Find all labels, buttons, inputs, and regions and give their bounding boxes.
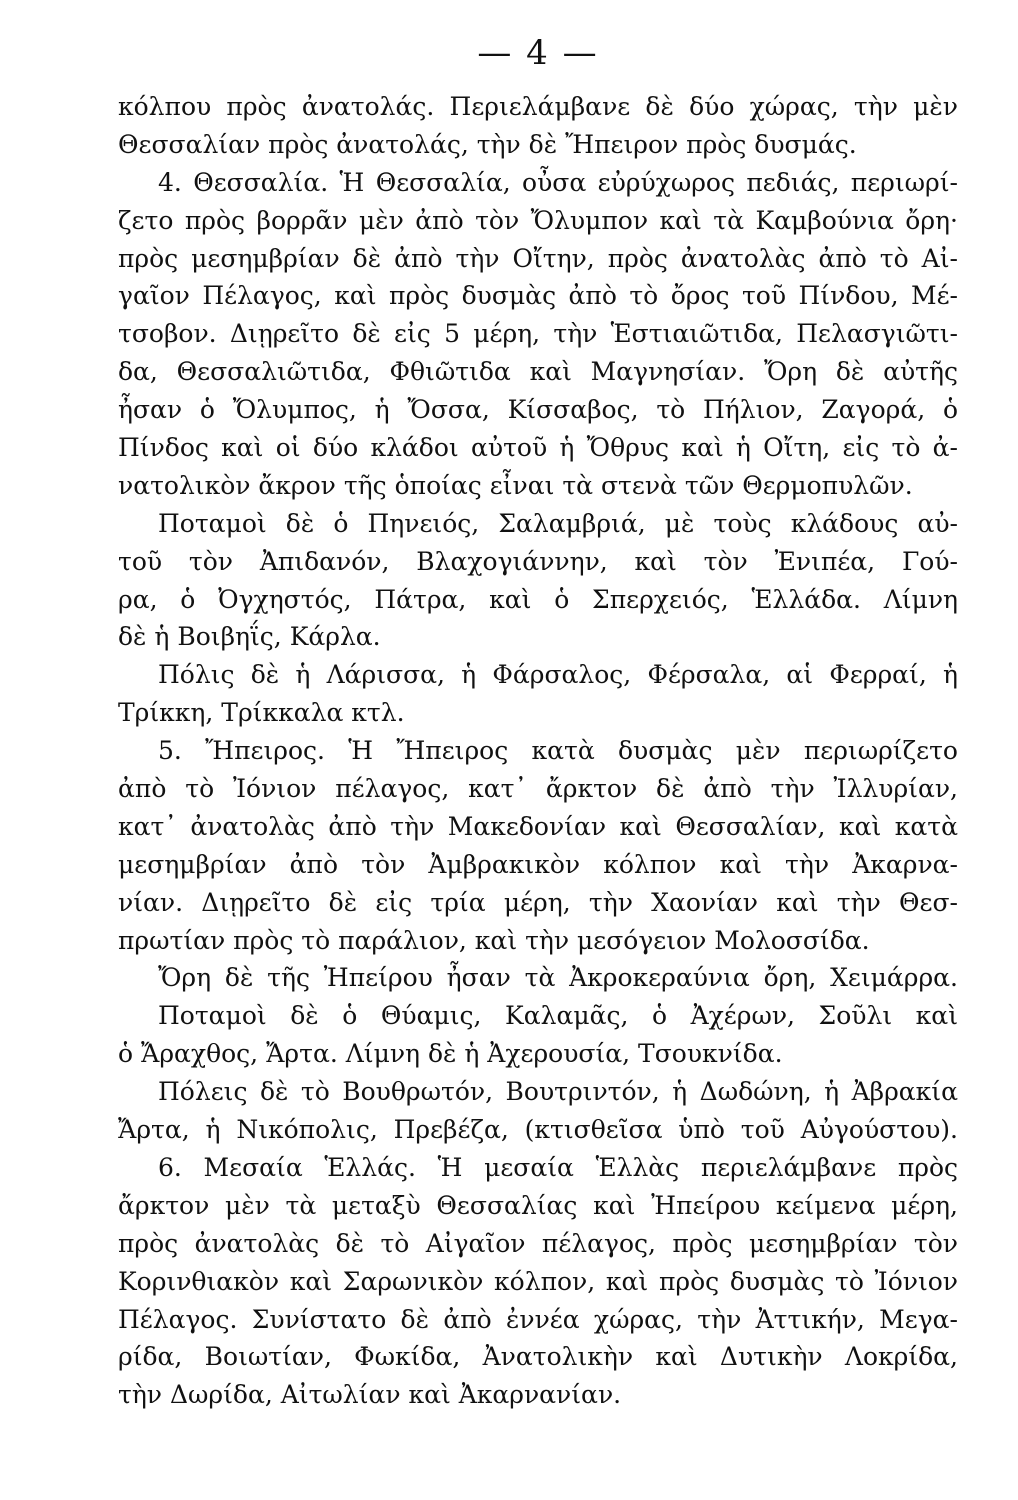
- text-line: τοῦ τὸν Ἀπιδανόν, Βλαχογιάννην, καὶ τὸν Ἐνιπέα, Γού-: [118, 546, 958, 576]
- text-line: μεσημβρίαν ἀπὸ τὸν Ἀμβρακικὸν κόλπον καὶ τὴν Ἀκαρνα-: [118, 849, 958, 879]
- text-line: ζετο πρὸς βορρᾶν μὲν ἀπὸ τὸν Ὄλυμπον καὶ τὰ Καμβούνια ὄρη·: [118, 205, 958, 235]
- text-line: Ποταμοὶ δὲ ὁ Πηνειός, Σαλαμβριά, μὲ τοὺς κλάδους αὐ-: [158, 508, 958, 538]
- text-line: δα, Θεσσαλιῶτιδα, Φθιῶτιδα καὶ Μαγνησίαν. Ὄρη δὲ αὐτῆς: [118, 357, 958, 387]
- text-line: Ἄρτα, ἡ Νικόπολις, Πρεβέζα, (κτισθεῖσα ὑπὸ τοῦ Αὐγούστου).: [118, 1115, 958, 1145]
- text-line: πρὸς ἀνατολὰς δὲ τὸ Αἰγαῖον πέλαγος, πρὸς μεσημβρίαν τὸν: [118, 1228, 958, 1258]
- text-line: 5. Ἤπειρος. Ἡ Ἤπειρος κατὰ δυσμὰς μὲν περιωρίζετο: [158, 736, 958, 766]
- text-line: Θεσσαλίαν πρὸς ἀνατολάς, τὴν δὲ Ἤπειρον πρὸς δυσμάς.: [118, 129, 857, 159]
- text-line: Πόλις δὲ ἡ Λάρισσα, ἡ Φάρσαλος, Φέρσαλα, αἱ Φερραί, ἡ: [158, 660, 958, 690]
- text-line: δὲ ἡ Βοιβηΐς, Κάρλα.: [118, 622, 381, 652]
- text-line: Ὄρη δὲ τῆς Ἠπείρου ἦσαν τὰ Ἀκροκεραύνια ὄρη, Χειμάρρα.: [158, 963, 958, 993]
- text-line: πρωτίαν πρὸς τὸ παράλιον, καὶ τὴν μεσόγειον Μολοσσίδα.: [118, 925, 870, 955]
- text-line: γαῖον Πέλαγος, καὶ πρὸς δυσμὰς ἀπὸ τὸ ὄρος τοῦ Πίνδου, Μέ-: [118, 281, 958, 311]
- book-page: [118, 28, 958, 1414]
- text-line: Πόλεις δὲ τὸ Βουθρωτόν, Βουτριντόν, ἡ Δωδώνη, ἡ Ἀβρακία: [158, 1077, 958, 1107]
- text-line: νατολικὸν ἄκρον τῆς ὁποίας εἶναι τὰ στενὰ τῶν Θερμοπυλῶν.: [118, 470, 913, 500]
- text-line: Ποταμοὶ δὲ ὁ Θύαμις, Καλαμᾶς, ὁ Ἀχέρων, Σοῦλι καὶ: [158, 1001, 958, 1031]
- text-line: ρα, ὁ Ὀγχηστός, Πάτρα, καὶ ὁ Σπερχειός, Ἑλλάδα. Λίμνη: [118, 584, 958, 614]
- text-line: Πέλαγος. Συνίστατο δὲ ἀπὸ ἐννέα χώρας, τὴν Ἀττικήν, Μεγα-: [118, 1304, 958, 1334]
- text-line: πρὸς μεσημβρίαν δὲ ἀπὸ τὴν Οἴτην, πρὸς ἀνατολὰς ἀπὸ τὸ Αἰ-: [118, 243, 958, 273]
- text-line: νίαν. Διῃρεῖτο δὲ εἰς τρία μέρη, τὴν Χαονίαν καὶ τὴν Θεσ-: [118, 887, 958, 917]
- text-line: Κορινθιακὸν καὶ Σαρωνικὸν κόλπον, καὶ πρὸς δυσμὰς τὸ Ἰόνιον: [118, 1266, 958, 1296]
- page-number: — 4 —: [477, 33, 599, 73]
- text-line: Τρίκκη, Τρίκκαλα κτλ.: [118, 698, 405, 728]
- text-line: τσοβον. Διῃρεῖτο δὲ εἰς 5 μέρη, τὴν Ἑστιαιῶτιδα, Πελασγιῶτι-: [118, 319, 958, 349]
- text-line: ἦσαν ὁ Ὄλυμπος, ἡ Ὄσσα, Κίσσαβος, τὸ Πήλιον, Ζαγορά, ὁ: [118, 395, 958, 425]
- text-line: ἄρκτον μὲν τὰ μεταξὺ Θεσσαλίας καὶ Ἠπείρου κείμενα μέρη,: [118, 1190, 958, 1220]
- text-line: ἀπὸ τὸ Ἰόνιον πέλαγος, κατ᾽ ἄρκτον δὲ ἀπὸ τὴν Ἰλλυρίαν,: [118, 774, 958, 804]
- text-line: ρίδα, Βοιωτίαν, Φωκίδα, Ἀνατολικὴν καὶ Δυτικὴν Λοκρίδα,: [118, 1342, 958, 1372]
- text-line: ὁ Ἄραχθος, Ἄρτα. Λίμνη δὲ ἡ Ἀχερουσία, Τσουκνίδα.: [118, 1039, 783, 1069]
- text-line: κόλπου πρὸς ἀνατολάς. Περιελάμβανε δὲ δύο χώρας, τὴν μὲν: [118, 92, 958, 121]
- text-line: τὴν Δωρίδα, Αἰτωλίαν καὶ Ἀκαρνανίαν.: [118, 1380, 622, 1410]
- text-line: 6. Μεσαία Ἑλλάς. Ἡ μεσαία Ἑλλὰς περιελάμβανε πρὸς: [158, 1152, 958, 1182]
- text-body: [118, 88, 958, 1414]
- text-line: Πίνδος καὶ οἱ δύο κλάδοι αὐτοῦ ἡ Ὄθρυς καὶ ἡ Οἴτη, εἰς τὸ ἀ-: [118, 433, 958, 463]
- text-line: κατ᾽ ἀνατολὰς ἀπὸ τὴν Μακεδονίαν καὶ Θεσσαλίαν, καὶ κατὰ: [118, 811, 958, 841]
- text-line: 4. Θεσσαλία. Ἡ Θεσσαλία, οὖσα εὐρύχωρος πεδιάς, περιωρί-: [158, 167, 958, 197]
